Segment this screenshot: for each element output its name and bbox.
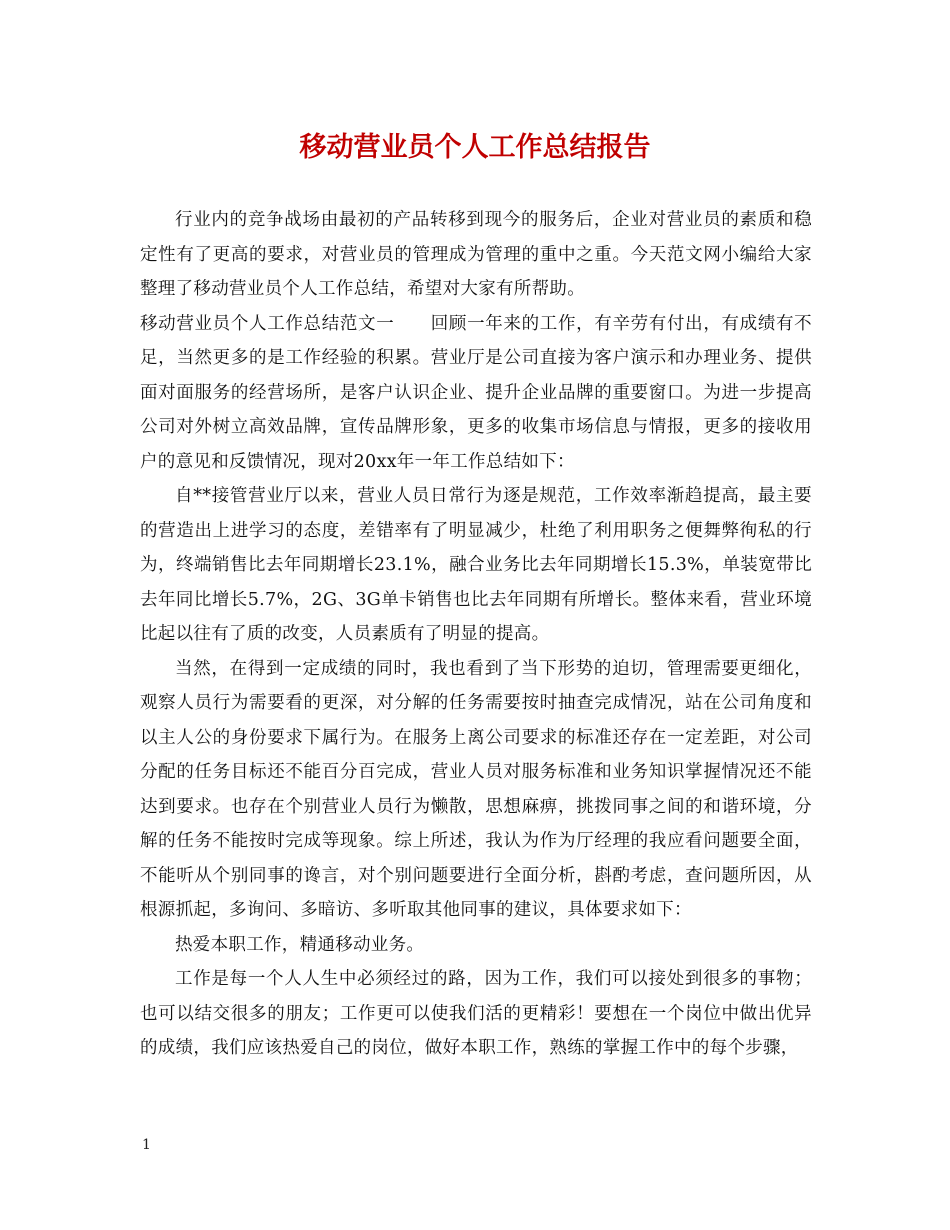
paragraph-heading-love-work: 热爱本职工作，精通移动业务。 (175, 934, 425, 955)
paragraph-achievements: 自**接管营业厅以来，营业人员日常行为逐是规范，工作效率渐趋提高，最主要的营造出上进学习的态度，差错率有了明显减少，杜绝了利用职务之便舞弊徇私的行为，终端销售比去年同期增长23.1%，融合业务比去年同期增长15.3%，单装宽带比去年同比增长5.7%，2G、3G单卡销售也比去年同期有所增长。整体来看，营业环境比起以往有了质的改变，人员素质有了明显的提高。 (140, 486, 812, 644)
page-number: 1 (142, 1137, 151, 1153)
document-title: 移动营业员个人工作总结报告 (299, 132, 651, 163)
paragraph-intro: 行业内的竞争战场由最初的产品转移到现今的服务后，企业对营业员的素质和稳定性有了更高的要求，对营业员的管理成为管理的重中之重。今天范文网小编给大家整理了移动营业员个人工作总结，希望对大家有所帮助。 (140, 210, 812, 299)
paragraph-work-meaning: 工作是每一个人人生中必须经过的路，因为工作，我们可以接处到很多的事物；也可以结交很多的朋友；工作更可以使我们活的更精彩！要想在一个岗位中做出优异的成绩，我们应该热爱自己的岗位，做好本职工作，熟练的掌握工作中的每个步骤， (140, 969, 812, 1058)
document-body (140, 203, 812, 1066)
paragraph-review: 移动营业员个人工作总结范文一 回顾一年来的工作，有辛劳有付出，有成绩有不足，当然更多的是工作经验的积累。营业厅是公司直接为客户演示和办理业务、提供面对面服务的经营场所，是客户认识企业、提升企业品牌的重要窗口。为进一步提高公司对外树立高效品牌，宣传品牌形象，更多的收集市场信息与情报，更多的接收用户的意见和反馈情况，现对20xx年一年工作总结如下： (140, 313, 812, 472)
paragraph-shortcomings: 当然，在得到一定成绩的同时，我也看到了当下形势的迫切，管理需要更细化，观察人员行为需要看的更深，对分解的任务需要按时抽查完成情况，站在公司角度和以主人公的身份要求下属行为。在服务上离公司要求的标准还存在一定差距，对公司分配的任务目标还不能百分百完成，营业人员对服务标准和业务知识掌握情况还不能达到要求。也存在个别营业人员行为懒散，思想麻痹，挑拨同事之间的和谐环境，分解的任务不能按时完成等现象。综上所述，我认为作为厅经理的我应看问题要全面，不能听从个别同事的谗言，对个别问题要进行全面分析，斟酌考虑，查问题所因，从根源抓起，多询问、多暗访、多听取其他同事的建议，具体要求如下： (140, 658, 812, 920)
